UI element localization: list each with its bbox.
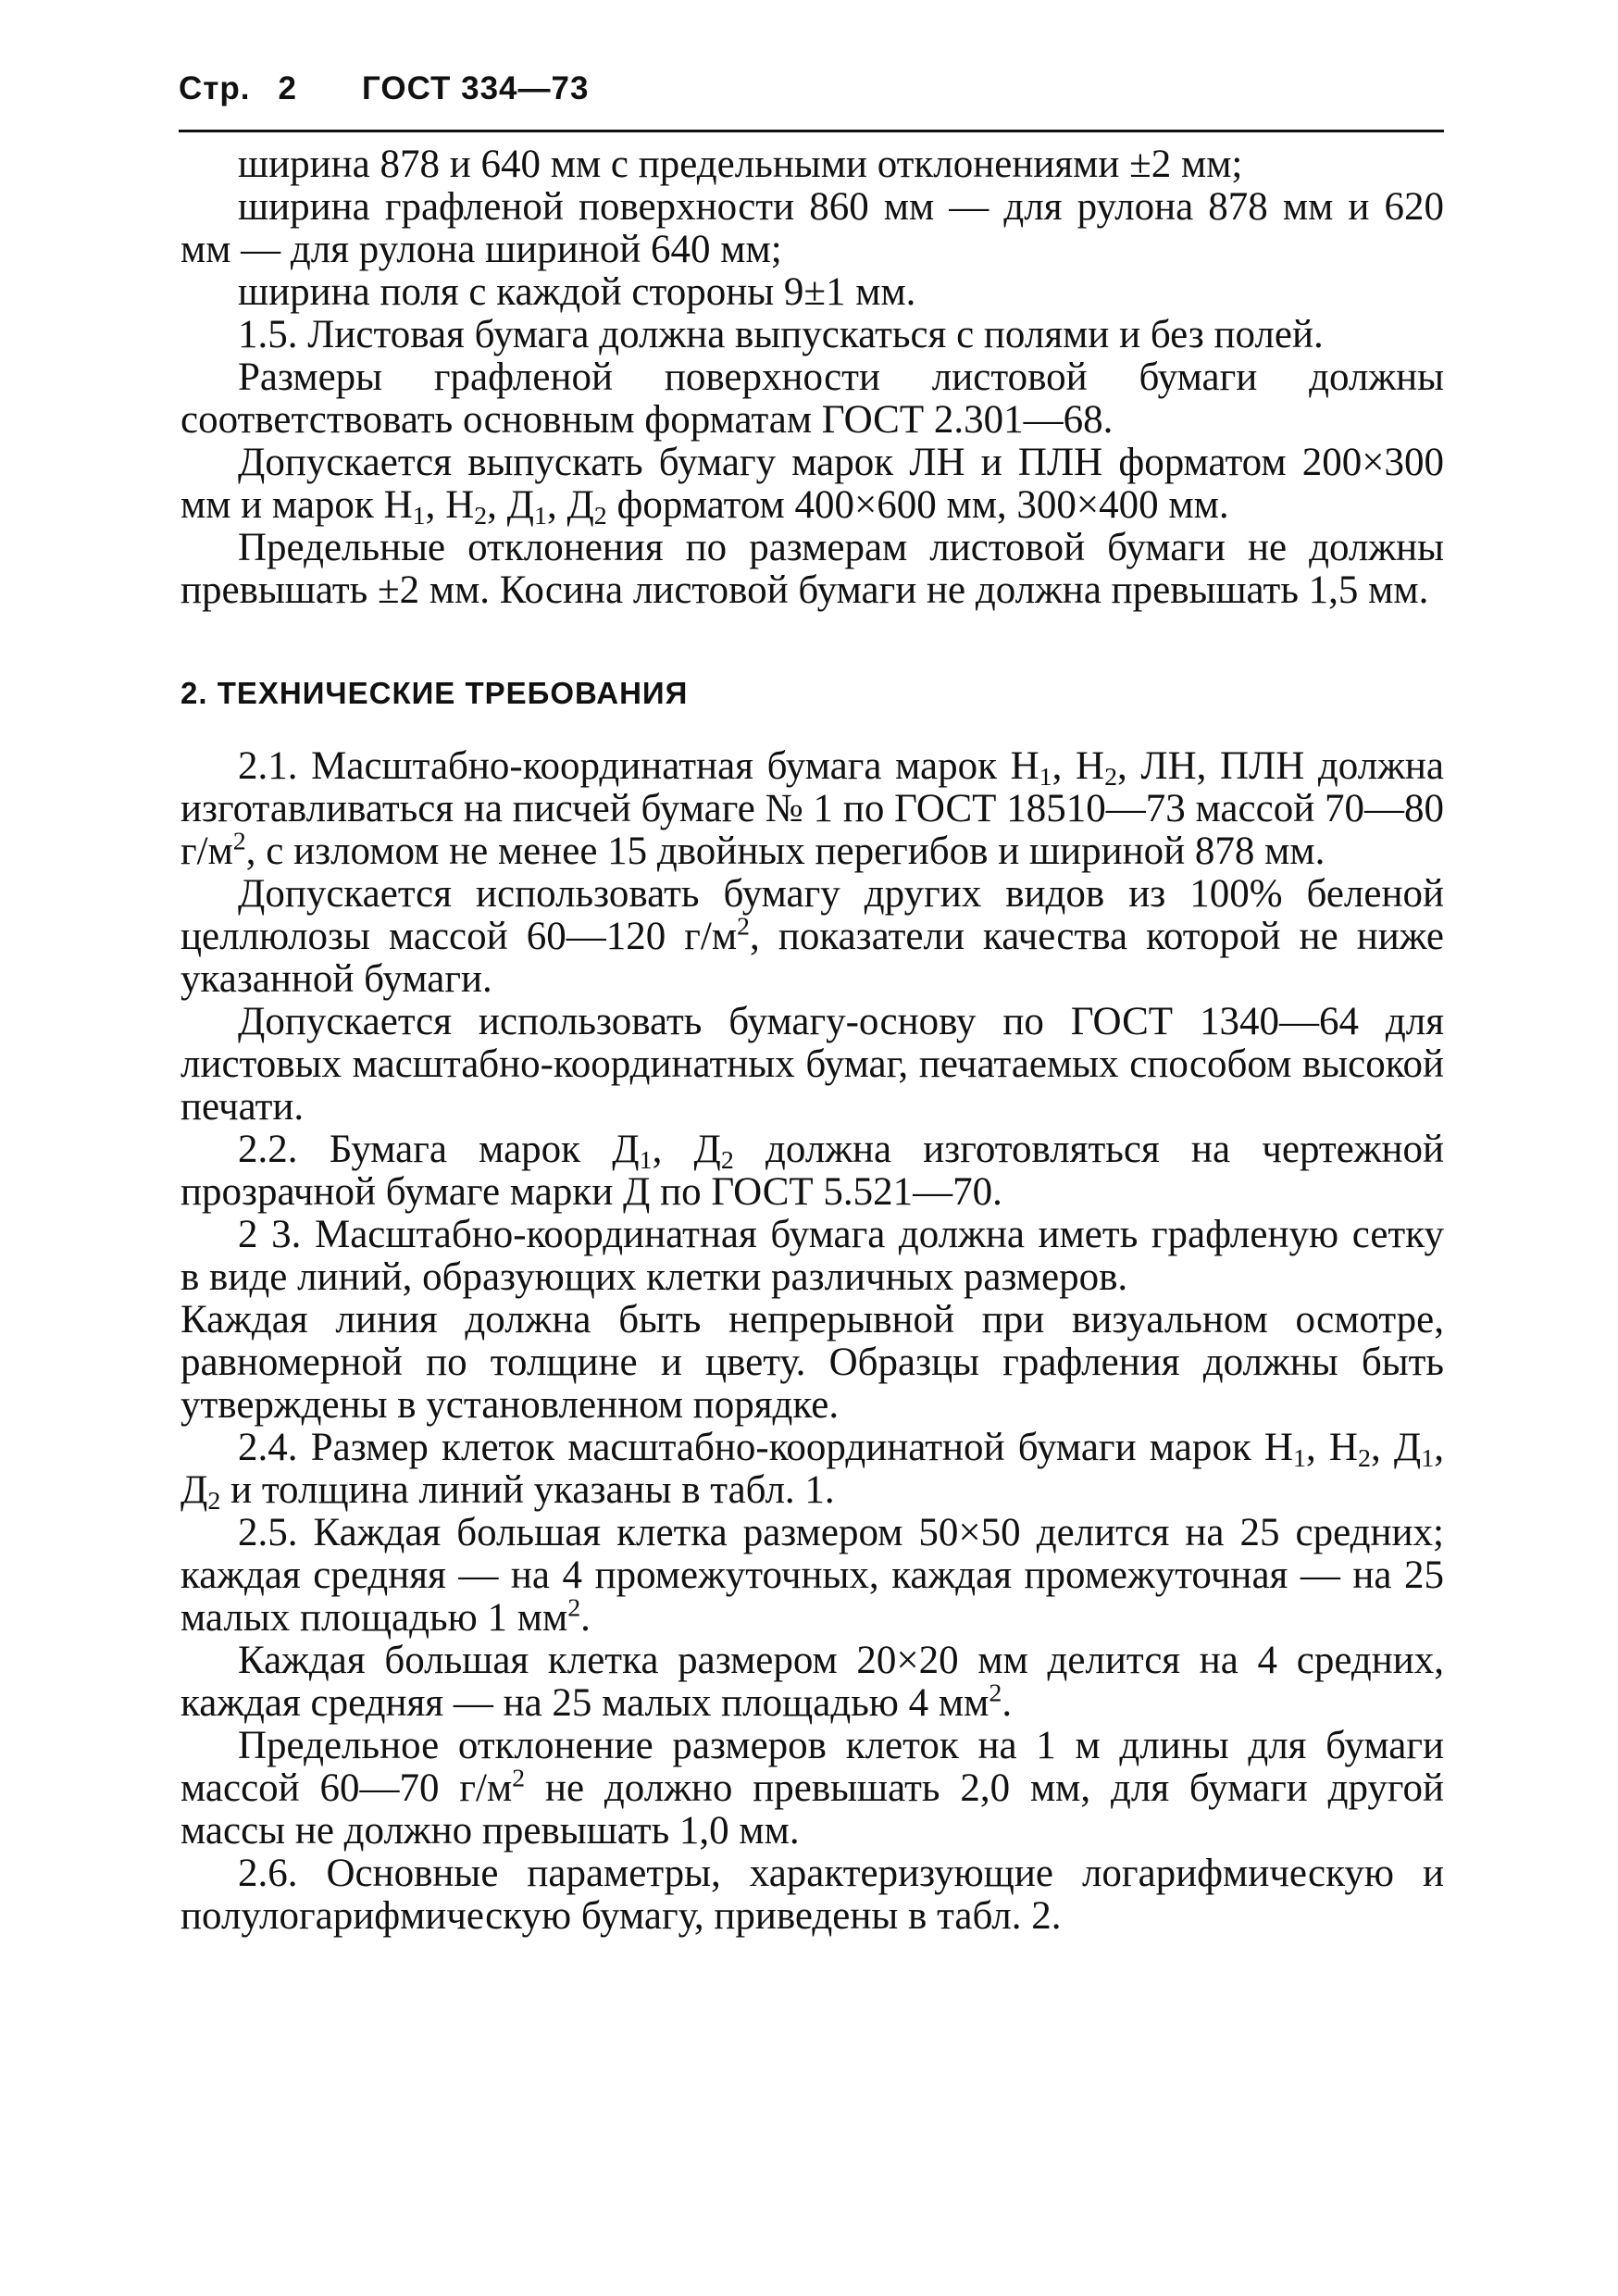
paragraph: ширина 878 и 640 мм с предельными отклонениями ±2 мм; [238,143,1243,186]
paragraph: 1.5. Листовая бумага должна выпускаться с полями и без полей. [238,313,1324,356]
paragraph: 2.2. Бумага марок $Д_1$, $Д_2$ должна изготовляться на чертежной прозрачной бумаге марки Д по ГОСТ 5.521—70. [180,1128,1444,1214]
standard-designation: ГОСТ 334—73 [362,70,590,106]
page-header [179,70,589,107]
page-number: 2 [278,70,297,106]
paragraph: Размеры графленой поверхности листовой бумаги должны соответствовать основным форматам ГОСТ 2.301—68. [180,356,1444,442]
paragraph: Каждая большая клетка размером 20×20 мм делится на 4 средних, каждая средняя — на 25 малых площадью 4 $мм^2$. [180,1639,1444,1725]
section-title: 2. ТЕХНИЧЕСКИЕ ТРЕБОВАНИЯ [180,676,689,710]
paragraph: ширина графленой поверхности 860 мм — для рулона 878 мм и 620 мм — для рулона шириной 640 мм; [180,185,1444,271]
paragraph: 2.5. Каждая большая клетка размером 50×50 делится на 25 средних; каждая средняя — на 4 промежуточных, каждая промежуточная — на 25 малых площадью 1 $мм^2$. [180,1511,1444,1640]
paragraph: Каждая линия должна быть непрерывной при визуальном осмотре, равномерной по толщине и цвету. Образцы графления должны быть утверждены в установленном порядке. [180,1298,1444,1427]
paragraph: 2.1. Масштабно-координатная бумага марок $Н_1$, $Н_2$, ЛН, ПЛН должна изготавливаться на писчей бумаге № 1 по ГОСТ 18510—73 массой 70—80 $г/м^2$, с изломом не менее 15 двойных перегибов и шириной 878 мм. [180,744,1444,873]
paragraph: Допускается использовать бумагу-основу по ГОСТ 1340—64 для листовых масштабно-координатных бумаг, печатаемых способом высокой печати. [180,1000,1444,1129]
paragraph: 2 3. Масштабно-координатная бумага должна иметь графленую сетку в виде линий, образующих клетки различных размеров. [180,1213,1444,1299]
paragraph: Допускается использовать бумагу других видов из 100% беленой целлюлозы массой 60—120 $г/м^2$, показатели качества которой не ниже указанной бумаги. [180,872,1444,1001]
paragraph: Допускается выпускать бумагу марок ЛН и ПЛН форматом 200×300 мм и марок $Н_1$, $Н_2$, $Д_1$, $Д_2$ форматом 400×600 мм, 300×400 мм. [180,441,1444,530]
paragraph: 2.4. Размер клеток масштабно-координатной бумаги марок $Н_1$, $Н_2$, $Д_1$, $Д_2$ и толщина линий указаны в табл. 1. [180,1426,1444,1516]
paragraph: ширина поля с каждой стороны 9±1 мм. [238,270,916,314]
paragraph: Предельное отклонение размеров клеток на 1 м длины для бумаги массой 60—70 $г/м^2$ не должно превышать 2,0 мм, для бумаги другой массы не должно превышать 1,0 мм. [180,1724,1444,1853]
page-label: Стр. [179,70,251,106]
paragraph: Предельные отклонения по размерам листовой бумаги не должны превышать ±2 мм. Косина листовой бумаги не должна превышать 1,5 мм. [180,526,1444,612]
header-rule [179,130,1444,132]
paragraph: 2.6. Основные параметры, характеризующие логарифмическую и полулогарифмическую бумагу, приведены в табл. 2. [180,1852,1444,1938]
document-body [180,144,1444,1938]
